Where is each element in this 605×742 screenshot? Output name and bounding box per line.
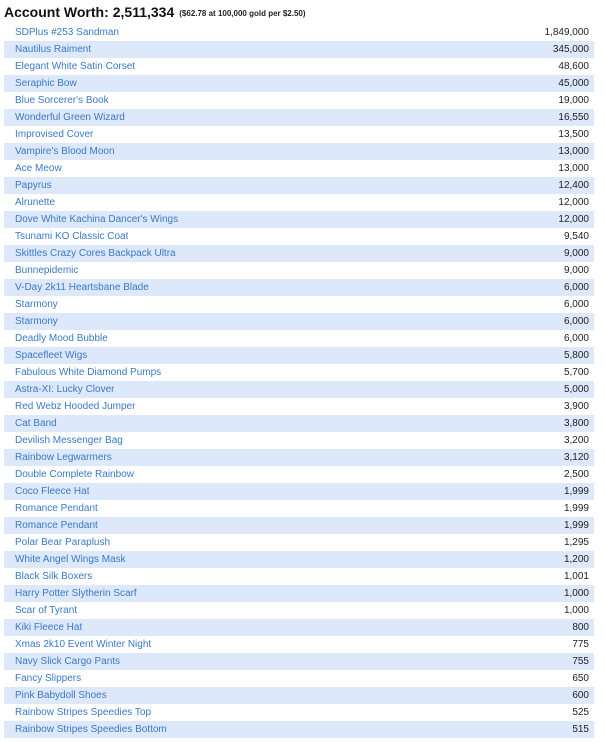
item-value: 6,000 bbox=[563, 316, 589, 327]
item-value: 3,900 bbox=[563, 401, 589, 412]
item-name-link[interactable]: Double Complete Rainbow bbox=[15, 469, 134, 480]
item-name-link[interactable]: Harry Potter Slytherin Scarf bbox=[15, 588, 137, 599]
item-row bbox=[4, 177, 594, 194]
item-name-link[interactable]: Starmony bbox=[15, 299, 58, 310]
item-row bbox=[4, 194, 594, 211]
item-value: 650 bbox=[572, 673, 589, 684]
item-row bbox=[4, 75, 594, 92]
item-value: 1,200 bbox=[563, 554, 589, 565]
item-name-link[interactable]: Fancy Slippers bbox=[15, 673, 82, 684]
item-row bbox=[4, 670, 594, 687]
item-name-link[interactable]: Red Webz Hooded Jumper bbox=[15, 401, 136, 412]
item-value: 12,400 bbox=[558, 180, 589, 191]
item-value: 12,000 bbox=[558, 214, 589, 225]
item-value: 775 bbox=[572, 639, 589, 650]
item-row bbox=[4, 398, 594, 415]
item-name-link[interactable]: Dove White Kachina Dancer's Wings bbox=[15, 214, 179, 225]
item-name-link[interactable]: Rainbow Stripes Speedies Bottom bbox=[15, 724, 167, 735]
item-name-link[interactable]: V-Day 2k11 Heartsbane Blade bbox=[15, 282, 149, 293]
item-name-link[interactable]: Wonderful Green Wizard bbox=[15, 112, 125, 123]
item-value: 6,000 bbox=[563, 333, 589, 344]
item-name-link[interactable]: Pink Babydoll Shoes bbox=[15, 690, 107, 701]
item-name-link[interactable]: Scar of Tyrant bbox=[15, 605, 78, 616]
item-name-link[interactable]: Rainbow Stripes Speedies Top bbox=[15, 707, 152, 718]
item-name-link[interactable]: White Angel Wings Mask bbox=[15, 554, 126, 565]
item-name-link[interactable]: Navy Slick Cargo Pants bbox=[15, 656, 121, 667]
item-row bbox=[4, 687, 594, 704]
item-row bbox=[4, 653, 594, 670]
item-row bbox=[4, 585, 594, 602]
item-name-link[interactable]: Romance Pendant bbox=[15, 503, 98, 514]
item-value: 12,000 bbox=[558, 197, 589, 208]
item-name-link[interactable]: Romance Pendant bbox=[15, 520, 98, 531]
item-value: 1,849,000 bbox=[544, 27, 589, 38]
item-value: 3,120 bbox=[563, 452, 589, 463]
item-row bbox=[4, 381, 594, 398]
item-value: 5,800 bbox=[563, 350, 589, 361]
item-value: 9,000 bbox=[563, 248, 589, 259]
item-name-link[interactable]: Astra-XI: Lucky Clover bbox=[15, 384, 115, 395]
item-value: 16,550 bbox=[558, 112, 589, 123]
item-row bbox=[4, 143, 594, 160]
item-name-link[interactable]: Skittles Crazy Cores Backpack Ultra bbox=[15, 248, 176, 259]
item-row bbox=[4, 517, 594, 534]
item-value: 3,800 bbox=[563, 418, 589, 429]
item-value: 19,000 bbox=[558, 95, 589, 106]
item-row bbox=[4, 109, 594, 126]
item-name-link[interactable]: Rainbow Legwarmers bbox=[15, 452, 112, 463]
item-row bbox=[4, 126, 594, 143]
item-name-link[interactable]: Kiki Fleece Hat bbox=[15, 622, 83, 633]
item-name-link[interactable]: Cat Band bbox=[15, 418, 57, 429]
item-name-link[interactable]: Seraphic Bow bbox=[15, 78, 77, 89]
item-row bbox=[4, 721, 594, 738]
item-row bbox=[4, 58, 594, 75]
item-row bbox=[4, 483, 594, 500]
item-name-link[interactable]: Coco Fleece Hat bbox=[15, 486, 90, 497]
item-value: 13,000 bbox=[558, 146, 589, 157]
item-name-link[interactable]: Polar Bear Paraplush bbox=[15, 537, 111, 548]
item-value: 48,600 bbox=[558, 61, 589, 72]
item-row bbox=[4, 432, 594, 449]
item-value: 13,500 bbox=[558, 129, 589, 140]
item-name-link[interactable]: Improvised Cover bbox=[15, 129, 94, 140]
item-value: 6,000 bbox=[563, 282, 589, 293]
item-name-link[interactable]: Papyrus bbox=[15, 180, 52, 191]
item-row bbox=[4, 245, 594, 262]
item-name-link[interactable]: Alrunette bbox=[15, 197, 56, 208]
item-name-link[interactable]: Starmony bbox=[15, 316, 58, 327]
item-row bbox=[4, 347, 594, 364]
item-list bbox=[4, 24, 594, 738]
account-worth-value: 2,511,334 bbox=[112, 4, 175, 20]
item-row bbox=[4, 636, 594, 653]
item-row bbox=[4, 551, 594, 568]
item-name-link[interactable]: Vampire's Blood Moon bbox=[15, 146, 115, 157]
item-value: 13,000 bbox=[558, 163, 589, 174]
item-value: 1,999 bbox=[563, 486, 589, 497]
item-name-link[interactable]: Black Silk Boxers bbox=[15, 571, 93, 582]
item-value: 1,000 bbox=[563, 605, 589, 616]
item-row bbox=[4, 211, 594, 228]
item-row bbox=[4, 619, 594, 636]
item-row bbox=[4, 415, 594, 432]
item-name-link[interactable]: Elegant White Satin Corset bbox=[15, 61, 136, 72]
item-row bbox=[4, 602, 594, 619]
item-value: 5,000 bbox=[563, 384, 589, 395]
item-value: 45,000 bbox=[558, 78, 589, 89]
item-row bbox=[4, 279, 594, 296]
item-name-link[interactable]: Nautilus Raiment bbox=[15, 44, 92, 55]
item-name-link[interactable]: Deadly Mood Bubble bbox=[15, 333, 108, 344]
item-row bbox=[4, 228, 594, 245]
item-row bbox=[4, 568, 594, 585]
item-name-link[interactable]: Blue Sorcerer's Book bbox=[15, 95, 109, 106]
item-value: 1,999 bbox=[563, 520, 589, 531]
item-value: 2,500 bbox=[563, 469, 589, 480]
item-value: 345,000 bbox=[552, 44, 589, 55]
item-row bbox=[4, 500, 594, 517]
item-name-link[interactable]: Xmas 2k10 Event Winter Night bbox=[15, 639, 152, 650]
item-value: 6,000 bbox=[563, 299, 589, 310]
item-row bbox=[4, 41, 594, 58]
item-row bbox=[4, 466, 594, 483]
item-row bbox=[4, 24, 594, 41]
item-name-link[interactable]: Spacefleet Wigs bbox=[15, 350, 88, 361]
item-value: 1,000 bbox=[563, 588, 589, 599]
item-value: 3,200 bbox=[563, 435, 589, 446]
account-worth-header bbox=[0, 0, 605, 24]
item-name-link[interactable]: Fabulous White Diamond Pumps bbox=[15, 367, 162, 378]
item-value: 1,295 bbox=[563, 537, 589, 548]
item-row bbox=[4, 160, 594, 177]
item-name-link[interactable]: Tsunami KO Classic Coat bbox=[15, 231, 129, 242]
item-name-link[interactable]: Bunnepidemic bbox=[15, 265, 79, 276]
item-value: 755 bbox=[572, 656, 589, 667]
item-row bbox=[4, 704, 594, 721]
account-worth-title: Account Worth: bbox=[4, 4, 109, 20]
item-name-link[interactable]: Devilish Messenger Bag bbox=[15, 435, 123, 446]
item-row bbox=[4, 92, 594, 109]
item-row bbox=[4, 262, 594, 279]
item-row bbox=[4, 534, 594, 551]
item-value: 5,700 bbox=[563, 367, 589, 378]
item-value: 600 bbox=[572, 690, 589, 701]
item-value: 1,999 bbox=[563, 503, 589, 514]
account-worth-conversion-note: ($62.78 at 100,000 gold per $2.50) bbox=[179, 8, 306, 18]
item-value: 9,540 bbox=[563, 231, 589, 242]
item-value: 525 bbox=[572, 707, 589, 718]
item-value: 515 bbox=[572, 724, 589, 735]
item-row bbox=[4, 449, 594, 466]
item-name-link[interactable]: Ace Meow bbox=[15, 163, 62, 174]
item-row bbox=[4, 364, 594, 381]
item-value: 800 bbox=[572, 622, 589, 633]
item-value: 1,001 bbox=[563, 571, 589, 582]
item-value: 9,000 bbox=[563, 265, 589, 276]
item-row bbox=[4, 313, 594, 330]
item-name-link[interactable]: SDPlus #253 Sandman bbox=[15, 27, 119, 38]
item-row bbox=[4, 296, 594, 313]
item-row bbox=[4, 330, 594, 347]
